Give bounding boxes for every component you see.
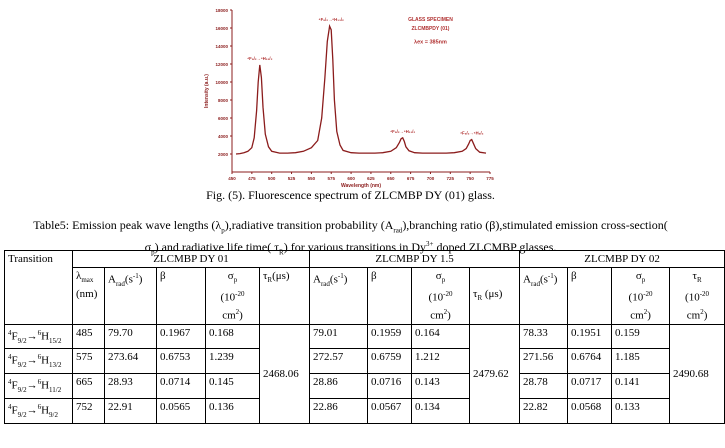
x-tick-label: 550 xyxy=(307,176,316,181)
x-tick-label: 475 xyxy=(248,176,256,181)
sigma-cell: 0.168 xyxy=(206,324,260,349)
table-caption-line2: $\sigma_p$) and radiative life time( $\tau_R$) for various transitions in $Dy^{3+}$ doped ZLCMBP glasses. xyxy=(144,240,557,257)
header-sigma: $\sigma_p$ ($10^{-20}$ $cm^2$) xyxy=(612,268,670,325)
arad-cell: 28.86 xyxy=(310,374,368,399)
arad-cell: 28.93 xyxy=(105,374,157,399)
x-tick-label: 600 xyxy=(347,176,355,181)
sigma-cell: 1.239 xyxy=(206,349,260,374)
header-transition: Transition xyxy=(5,251,73,325)
beta-cell: 0.0567 xyxy=(368,399,412,424)
header-tau: $\tau_R$ ($10^{-20}$ $cm^2$) xyxy=(670,268,725,325)
header-arad: $A_{rad}(s^{-1})$ xyxy=(105,268,157,325)
header-group-dy01: ZLCMBP DY 01 xyxy=(73,251,310,268)
header-sigma: $\sigma_p$ ($10^{-20}$ $cm^2$) xyxy=(206,268,260,325)
sigma-cell: 0.136 xyxy=(206,399,260,424)
x-tick-label: 700 xyxy=(426,176,435,181)
header-sigma: $\sigma_p$ ($10^{-20}$ $cm^2$) xyxy=(412,268,470,325)
x-tick-label: 675 xyxy=(406,176,415,181)
y-axis-label: Intensity (a.u.) xyxy=(204,74,210,108)
sigma-cell: 0.141 xyxy=(612,374,670,399)
x-tick-label: 525 xyxy=(287,176,296,181)
beta-cell: 0.6764 xyxy=(568,349,612,374)
transition-cell: $^4F_{9/2}\to^6H_{11/2}$ xyxy=(5,374,73,399)
peak-label: ⁴F₉/₂→⁶H₉/₂ xyxy=(459,130,484,136)
beta-cell: 0.1967 xyxy=(157,324,206,349)
chart-subtitle: ZLCMBPDY (01) xyxy=(411,25,450,32)
header-group-dy15: ZLCMBP DY 1.5 xyxy=(310,251,520,268)
y-tick-label: 14000 xyxy=(215,44,228,49)
x-tick-label: 625 xyxy=(367,176,375,181)
tau-cell-dy15: 2479.62 xyxy=(470,324,520,423)
beta-cell: 0.0716 xyxy=(368,374,412,399)
beta-cell: 0.0717 xyxy=(568,374,612,399)
fluorescence-spectrum-chart xyxy=(170,2,530,187)
arad-cell: 28.78 xyxy=(520,374,568,399)
header-lambda: $\lambda_{max}$ (nm) xyxy=(73,268,105,325)
peak-label: ⁴F₉/₂→⁶H₁₁/₂ xyxy=(390,128,416,134)
peak-label: ⁴F₉/₂→⁶H₁₅/₂ xyxy=(247,55,273,61)
x-tick-label: 500 xyxy=(267,176,276,181)
emission-table xyxy=(4,250,725,424)
y-tick-label: 8000 xyxy=(217,98,228,103)
arad-cell: 79.01 xyxy=(310,324,368,349)
y-tick-label: 10000 xyxy=(215,80,228,85)
arad-cell: 22.91 xyxy=(105,399,157,424)
sigma-cell: 0.134 xyxy=(412,399,470,424)
arad-cell: 78.33 xyxy=(520,324,568,349)
header-tau: $\tau_R(\mu s)$ xyxy=(260,268,310,325)
sigma-cell: 0.143 xyxy=(412,374,470,399)
y-tick-label: 18000 xyxy=(215,8,228,13)
header-beta: β xyxy=(568,268,612,325)
header-arad: $A_{rad}(s^{-1})$ xyxy=(520,268,568,325)
figure-caption: Fig. (5). Fluorescence spectrum of ZLCMBP DY (01) glass. xyxy=(206,188,495,202)
arad-cell: 79.70 xyxy=(105,324,157,349)
sigma-cell: 0.159 xyxy=(612,324,670,349)
table-caption-line1: Table5: Emission peak wave lengths $(\lambda_p),radiative$ transition probability $(A_{rad}),branching$ ratio (β),stimulated emission cross-section( xyxy=(33,218,668,235)
beta-cell: 0.0568 xyxy=(568,399,612,424)
beta-cell: 0.1959 xyxy=(368,324,412,349)
tau-cell-dy01: 2468.06 xyxy=(260,324,310,423)
beta-cell: 0.6759 xyxy=(368,349,412,374)
lambda-cell: 665 xyxy=(73,374,105,399)
spectrum-line xyxy=(236,26,486,154)
chart-title: GLASS SPECIMEN xyxy=(408,16,453,23)
header-tau: $\tau_R$ (μs) xyxy=(470,268,520,325)
transition-cell: $^4F_{9/2}\to^6H_{15/2}$ xyxy=(5,324,73,349)
arad-cell: 22.82 xyxy=(520,399,568,424)
x-tick-label: 725 xyxy=(446,176,455,181)
arad-cell: 273.64 xyxy=(105,349,157,374)
x-tick-label: 575 xyxy=(327,176,335,181)
y-tick-label: 12000 xyxy=(215,62,228,67)
beta-cell: 0.0565 xyxy=(157,399,206,424)
excitation-label: λex = 385nm xyxy=(414,39,447,46)
lambda-cell: 575 xyxy=(73,349,105,374)
header-group-dy02: ZLCMBP DY 02 xyxy=(520,251,725,268)
y-tick-label: 4000 xyxy=(217,134,228,139)
x-tick-label: 450 xyxy=(228,176,236,181)
header-beta: β xyxy=(157,268,206,325)
arad-cell: 271.56 xyxy=(520,349,568,374)
x-tick-label: 775 xyxy=(486,176,494,181)
sigma-cell: 1.185 xyxy=(612,349,670,374)
tau-cell-dy02: 2490.68 xyxy=(670,324,725,423)
sigma-cell: 0.164 xyxy=(412,324,470,349)
sigma-cell: 0.133 xyxy=(612,399,670,424)
header-arad: $A_{rad}(s^{-1})$ xyxy=(310,268,368,325)
x-axis-label: Wavelength (nm) xyxy=(340,183,382,189)
arad-cell: 22.86 xyxy=(310,399,368,424)
lambda-cell: 752 xyxy=(73,399,105,424)
transition-cell: $^4F_{9/2}\to^6H_{13/2}$ xyxy=(5,349,73,374)
sigma-cell: 0.145 xyxy=(206,374,260,399)
beta-cell: 0.1951 xyxy=(568,324,612,349)
y-tick-label: 2000 xyxy=(217,152,228,157)
sigma-cell: 1.212 xyxy=(412,349,470,374)
arad-cell: 272.57 xyxy=(310,349,368,374)
peak-label: ⁴F₉/₂→⁶H₁₃/₂ xyxy=(318,17,344,23)
transition-cell: $^4F_{9/2}\to^6H_{9/2}$ xyxy=(5,399,73,424)
x-tick-label: 650 xyxy=(387,176,395,181)
beta-cell: 0.6753 xyxy=(157,349,206,374)
y-tick-label: 16000 xyxy=(215,26,228,31)
x-tick-label: 750 xyxy=(466,176,474,181)
lambda-cell: 485 xyxy=(73,324,105,349)
header-beta: β xyxy=(368,268,412,325)
y-tick-label: 6000 xyxy=(217,116,228,121)
beta-cell: 0.0714 xyxy=(157,374,206,399)
